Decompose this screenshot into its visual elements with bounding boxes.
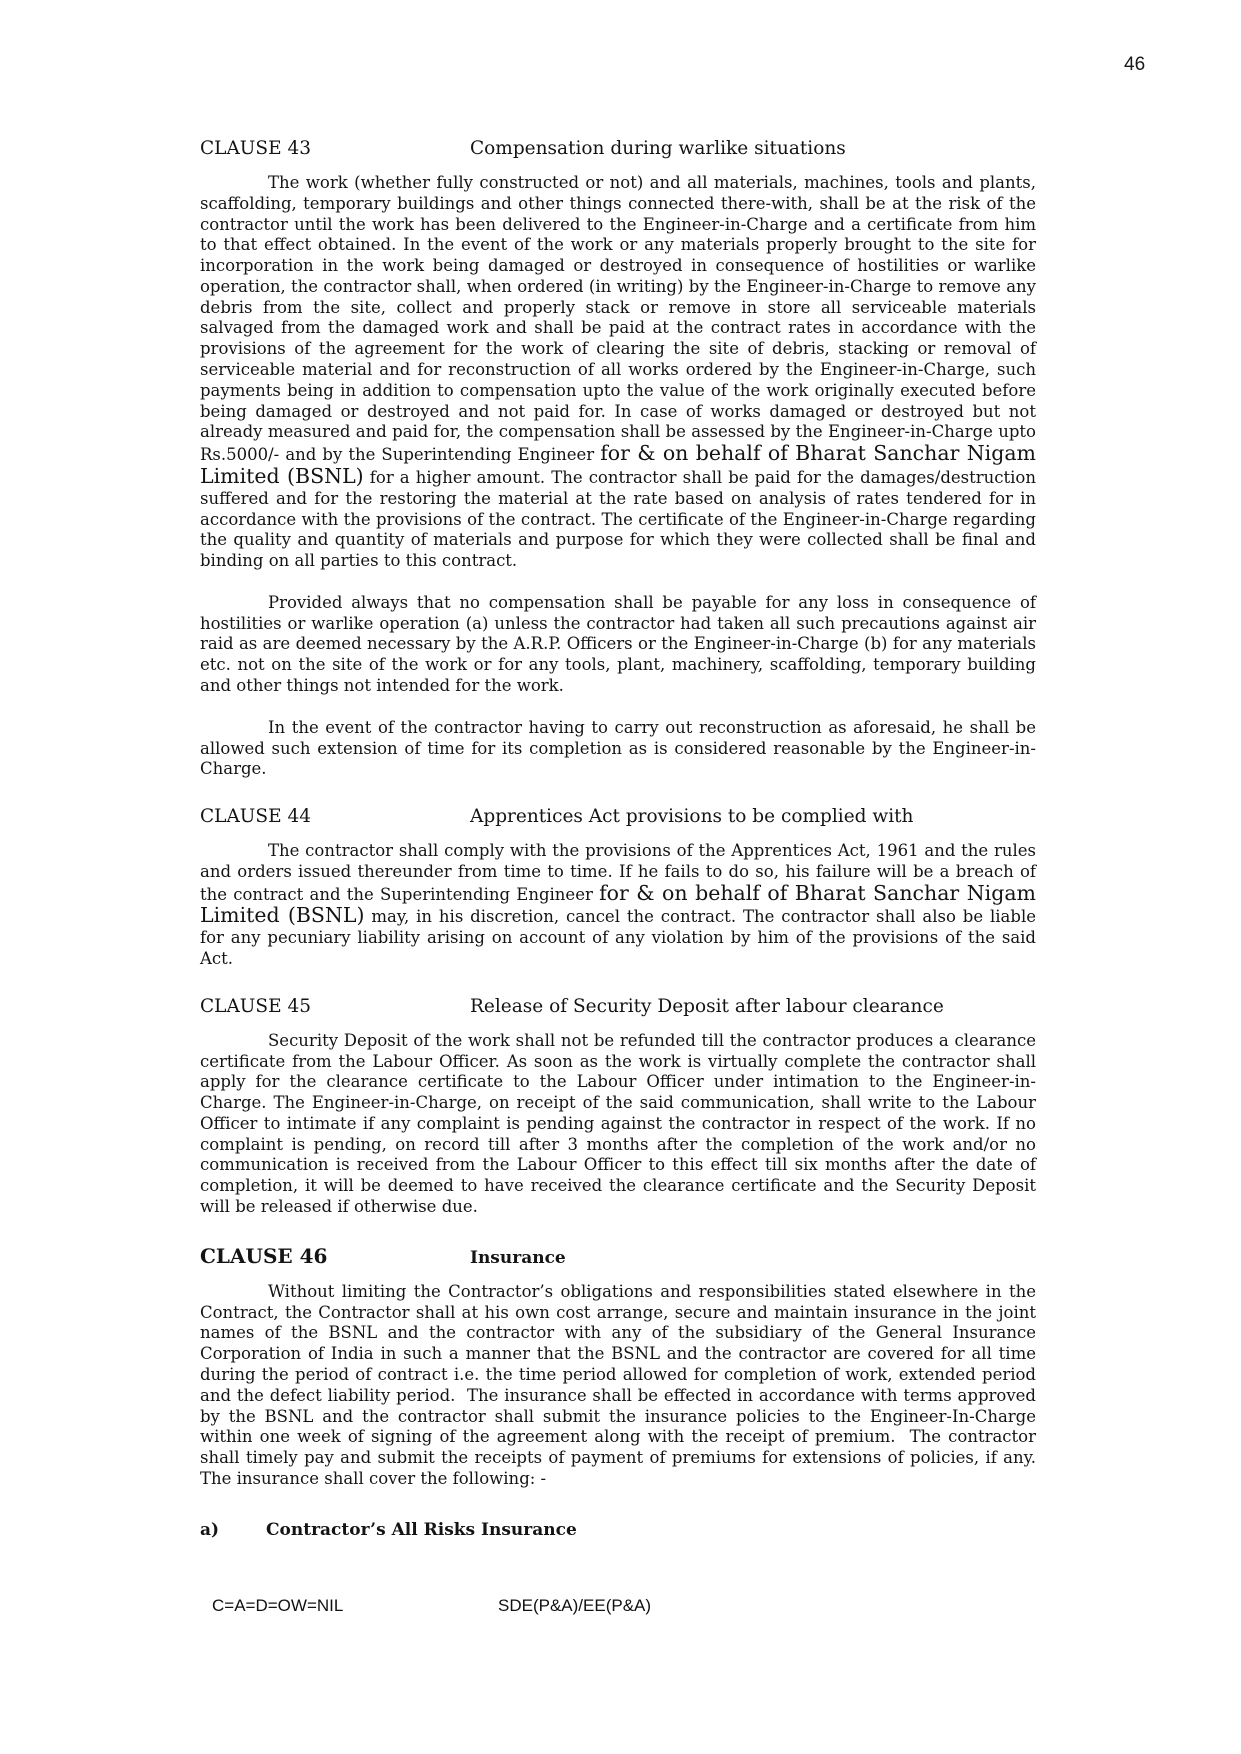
- clause-45-number: CLAUSE 45: [200, 995, 311, 1017]
- clause-43-paragraph-2: Provided always that no compensation shall be payable for any loss in consequence of hostilities or warlike operation (a) unless the contractor had taken all such precautions against air raid as are deemed necessary by the A.R.P. Officers or the Engineer-in-Charge (b) for any materials etc. not on the site of the work or for any tools, plant, machinery, scaffolding, temporary building and other things not intended for the work.: [200, 592, 1036, 695]
- clause-44-heading: [200, 806, 1036, 827]
- clause-45-heading: [200, 996, 1036, 1017]
- clause-43-paragraph-3: In the event of the contractor having to carry out reconstruction as aforesaid, he shall be allowed such extension of time for its completion as is considered reasonable by the Engineer-in-Charge.: [200, 717, 1036, 779]
- clause-44-number: CLAUSE 44: [200, 806, 311, 828]
- clause-44-title: Apprentices Act provisions to be complied with: [470, 806, 914, 828]
- clause-46-title: Insurance: [470, 1247, 566, 1268]
- sub-item-a-label: a): [200, 1519, 220, 1540]
- page-number: 46: [1124, 54, 1146, 75]
- clause-46-number: CLAUSE 46: [200, 1243, 328, 1268]
- sub-item-a-text: Contractor’s All Risks Insurance: [266, 1519, 577, 1540]
- clause-43-paragraph-1: The work (whether fully constructed or not) and all materials, machines, tools and plants, scaffolding, temporary buildings and other things connected there-with, shall be at the risk of the contractor until the work has been delivered to the Engineer-in-Charge and a certificate from him to that effect obtained. In the event of the work or any materials properly brought to the site for incorporation in the work being damaged or destroyed in consequence of hostilities or warlike operation, the contractor shall, when ordered (in writing) by the Engineer-in-Charge to remove any debris from the site, collect and properly stack or remove in store all serviceable materials salvaged from the damaged work and shall be paid at the contract rates in accordance with the provisions of the agreement for the work of clearing the site of debris, stacking or removal of serviceable material and for reconstruction of all works ordered by the Engineer-in-Charge, such payments being in addition to compensation upto the value of the work originally executed before being damaged or destroyed and not paid for. In case of works damaged or destroyed but not already measured and paid for, the compensation shall be assessed by the Engineer-in-Charge upto Rs.5000/- and by the Superintending Engineer for & on behalf of Bharat Sanchar Nigam Limited (BSNL) for a higher amount. The contractor shall be paid for the damages/destruction suffered and for the restoring the material at the rate based on analysis of rates tendered for in accordance with the provisions of the contract. The certificate of the Engineer-in-Charge regarding the quality and quantity of materials and purpose for which they were collected shall be final and binding on all parties to this contract.: [200, 173, 1036, 571]
- clause-45-paragraph-1: Security Deposit of the work shall not be refunded till the contractor produces a clearance certificate from the Labour Officer. As soon as the work is virtually complete the contractor shall apply for the clearance certificate to the Labour Officer under intimation to the Engineer-in-Charge. The Engineer-in-Charge, on receipt of the said communication, shall write to the Labour Officer to intimate if any complaint is pending against the contractor in respect of the work. If no complaint is pending, on record till after 3 months after the completion of the work and/or no communication is received from the Labour Officer to this effect till six months after the date of completion, it will be deemed to have received the clearance certificate and the Security Deposit will be released if otherwise due.: [200, 1030, 1036, 1217]
- page-footer: [200, 1596, 1036, 1620]
- footer-right-code: SDE(P&A)/EE(P&A): [498, 1595, 652, 1615]
- clause-46-paragraph-1: Without limiting the Contractor’s obligations and responsibilities stated elsewhere in the Contract, the Contractor shall at his own cost arrange, secure and maintain insurance in the joint names of the BSNL and the contractor with any of the subsidiary of the General Insurance Corporation of India in such a manner that the BSNL and the contractor are covered for all time during the period of contract i.e. the time period allowed for completion of work, extended period and the defect liability period. The insurance shall be effected in accordance with terms approved by the BSNL and the contractor shall submit the insurance policies to the Engineer-In-Charge within one week of signing of the agreement along with the receipt of premium. The contractor shall timely pay and submit the receipts of payment of premiums for extensions of policies, if any. The insurance shall cover the following: -: [200, 1281, 1036, 1488]
- clause-44-paragraph-1: The contractor shall comply with the provisions of the Apprentices Act, 1961 and the rules and orders issued thereunder from time to time. If he fails to do so, his failure will be a breach of the contract and the Superintending Engineer for & on behalf of Bharat Sanchar Nigam Limited (BSNL) may, in his discretion, cancel the contract. The contractor shall also be liable for any pecuniary liability arising on account of any violation by him of the provisions of the said Act.: [200, 841, 1036, 968]
- document-content: [200, 138, 1036, 1620]
- clause-43-title: Compensation during warlike situations: [470, 138, 846, 159]
- sub-item-a: [200, 1520, 1036, 1540]
- clause-45-title: Release of Security Deposit after labour clearance: [470, 995, 944, 1017]
- clause-43-heading: [200, 138, 1036, 159]
- footer-left-code: C=A=D=OW=NIL: [212, 1595, 344, 1615]
- clause-43-number: CLAUSE 43: [200, 138, 311, 159]
- clause-46-heading: [200, 1244, 1036, 1268]
